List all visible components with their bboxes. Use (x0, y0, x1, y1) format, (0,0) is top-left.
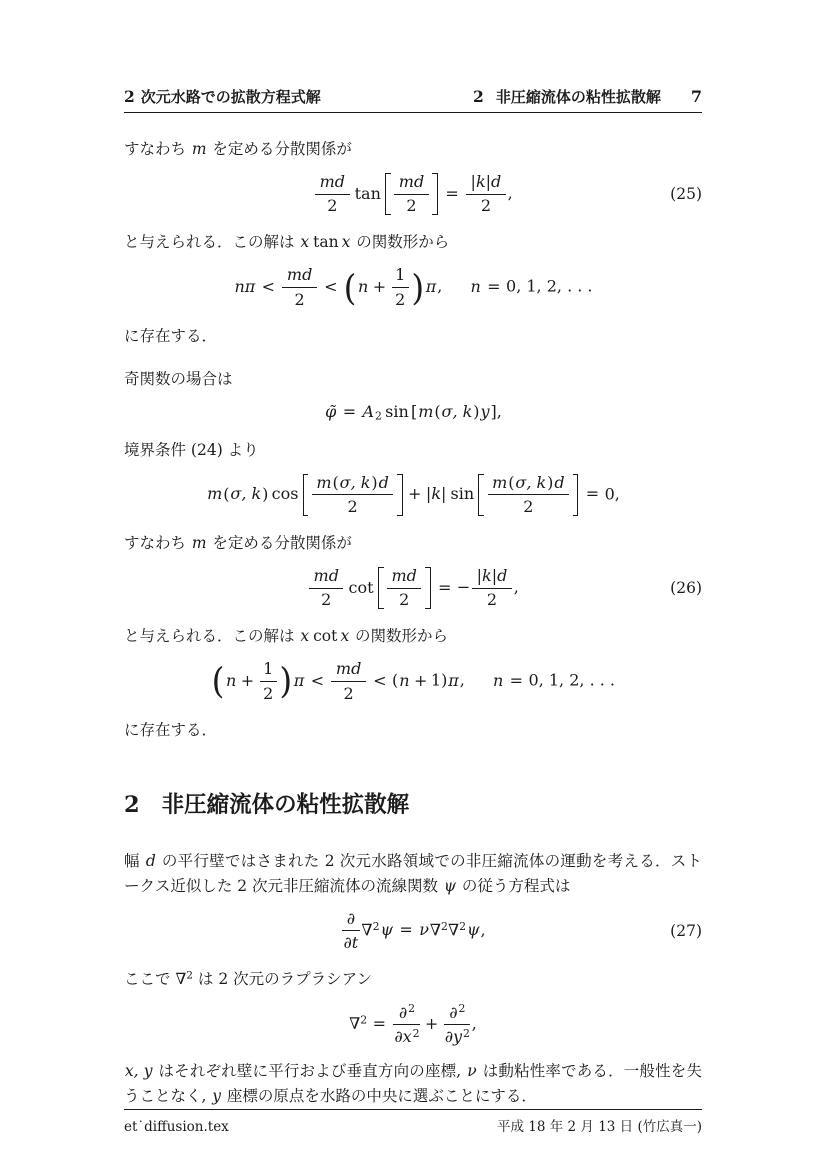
math-token: [ (411, 401, 418, 421)
math-token: sin (450, 484, 475, 504)
math-token: = (487, 277, 501, 296)
math-token: |k|d (476, 566, 508, 586)
math-fraction (393, 1002, 419, 1047)
math-token: を定める分散関係が (207, 533, 352, 552)
math-token: ( (434, 401, 441, 421)
math-fraction (282, 265, 316, 309)
math-token: ν (419, 920, 429, 940)
math-token: y (212, 1087, 222, 1106)
math-token: ∂ (449, 1002, 458, 1022)
math-token: 2 (523, 496, 534, 516)
math-token: 2 (399, 590, 410, 610)
equation-tan-interval (124, 265, 702, 309)
math-token: |k|d (470, 172, 502, 192)
math-token: 2 (347, 496, 358, 516)
math-token: 2 (406, 196, 417, 216)
footer-filename: et˙diffusion.tex (124, 1119, 229, 1136)
math-fraction (331, 659, 365, 703)
equation-phi-odd-body (324, 402, 502, 424)
math-token: σ, k (339, 472, 371, 492)
math-token: 座標の原点を水路の中央に選ぶことにする． (221, 1087, 537, 1106)
math-token: , (480, 920, 486, 940)
left-bracket (378, 567, 384, 609)
math-token: ( (223, 484, 230, 504)
math-token: と与えられる．この解は (124, 627, 300, 646)
equation-cot-interval (124, 659, 702, 703)
section-title: 非圧縮流体の粘性拡散解 (161, 791, 410, 818)
math-token: m (207, 484, 223, 504)
math-token: 2 (462, 1026, 470, 1040)
math-token: 2 (375, 409, 382, 423)
math-token: cos (271, 484, 299, 504)
math-token: cot (348, 577, 374, 597)
math-token: の関数形から (351, 233, 450, 252)
math-token: ) (262, 484, 269, 504)
math-token: ( (508, 472, 515, 492)
math-token: < (310, 670, 325, 690)
math-token: 2 (412, 1026, 420, 1040)
math-token: 0, 1, 2, . . . (506, 277, 593, 296)
equation-26 (124, 566, 702, 610)
right-bracket (432, 173, 438, 215)
right-bracket (425, 567, 431, 609)
math-token: σ, k (441, 401, 473, 421)
math-token: x (340, 627, 350, 646)
math-token: の平行壁ではさまれた 2 次元水路領域での非圧縮流体の運動を考える．ストークス近似した 2 次元非圧縮流体の流線関数 (124, 851, 702, 895)
math-token: 2 (458, 1002, 466, 1016)
paragraph-exists-2 (124, 718, 702, 743)
section-number: 2 (124, 791, 140, 818)
math-token: d (554, 472, 565, 492)
math-token: ∂x (394, 1027, 412, 1047)
math-token: φ̃ (325, 401, 337, 421)
math-token: x (300, 627, 310, 646)
math-token: 2 (294, 289, 305, 309)
math-token: 2 (441, 920, 448, 934)
equation-boundary (124, 473, 702, 517)
math-token: , (459, 670, 465, 690)
page-footer (124, 1109, 702, 1135)
math-token: π (293, 670, 305, 690)
math-token: 2 (459, 920, 467, 934)
math-fraction (387, 566, 421, 610)
math-token: σ, k (230, 484, 262, 504)
math-token: 0, (604, 484, 620, 504)
math-token: 2 (486, 590, 498, 610)
math-token: = (445, 183, 459, 203)
math-token: = (342, 401, 357, 421)
math-token: を定める分散関係が (207, 140, 352, 158)
math-fraction (260, 659, 277, 703)
math-token: に存在する． (124, 326, 218, 345)
equation-27-tag: (27) (670, 921, 702, 940)
math-token: 2 (408, 1002, 415, 1016)
math-fraction (472, 566, 512, 610)
math-fraction (309, 566, 343, 610)
math-token: nπ (234, 277, 256, 296)
math-token: x (341, 233, 351, 252)
math-token: |k| (425, 484, 447, 504)
math-token: 2 (321, 590, 332, 610)
math-token: = (585, 484, 600, 504)
math-token: sin (385, 401, 409, 421)
equation-25 (124, 172, 702, 216)
math-token: ∂ (346, 908, 356, 928)
equation-boundary-body (206, 473, 620, 517)
math-token: 1 (263, 659, 274, 679)
equation-laplacian (124, 1002, 702, 1047)
math-token: m (418, 401, 434, 421)
math-token: ∇ (175, 970, 187, 989)
math-token: A (362, 401, 375, 421)
math-token: n (470, 277, 481, 296)
paragraph-dispersion-intro-2 (124, 531, 702, 556)
equation-phi-odd (124, 402, 702, 424)
math-token: π (448, 670, 459, 690)
paragraph-exists-1 (124, 324, 702, 349)
math-fraction (488, 473, 569, 517)
math-token: ∂ (398, 1002, 408, 1022)
running-head-right-title: 非圧縮流体の粘性拡散解 (495, 88, 661, 106)
running-head-left-number: 2 (124, 87, 135, 106)
math-token: d (145, 851, 156, 870)
math-token: 2 (372, 920, 380, 934)
equation-tan-interval-body: nπ < $\frac{md}{2}$ < (n + $\frac{1}{2}$ )π, n = 0, 1, 2, . . . (234, 265, 593, 309)
math-token: ψ (380, 920, 393, 940)
equation-27-body (340, 909, 485, 953)
right-bracket (573, 474, 579, 516)
math-token: 2 (343, 683, 354, 703)
math-token: < (373, 670, 387, 690)
equation-26-tag: (26) (670, 579, 702, 598)
math-token: m (316, 472, 332, 492)
paragraph-odd-function (124, 367, 702, 392)
math-token: tan (354, 183, 381, 203)
math-fraction (392, 265, 409, 309)
left-bracket (385, 173, 391, 215)
math-token: に存在する． (124, 720, 218, 739)
math-token: x, y (124, 1062, 153, 1081)
math-token: の従う方程式は (457, 876, 571, 895)
math-fraction (315, 172, 349, 216)
math-token: , (437, 277, 443, 296)
math-token: md (398, 172, 425, 192)
math-token: n (399, 670, 410, 690)
math-token: はそれぞれ壁に平行および垂直方向の座標, (153, 1062, 467, 1081)
math-token: ψ (467, 920, 480, 940)
footer-date-author: 平成 18 年 2 月 13 日 (竹広真一) (496, 1119, 702, 1136)
math-token: md (319, 172, 346, 192)
math-token: , (513, 577, 519, 597)
math-token: ∂y (444, 1027, 463, 1047)
math-token: は 2 次元のラプラシアン (192, 970, 372, 989)
math-token: md (335, 659, 362, 679)
math-token: 2 (263, 683, 274, 703)
left-bracket (478, 474, 484, 516)
page-number: 7 (690, 87, 702, 106)
math-token: md (313, 566, 339, 586)
math-token: y (480, 401, 490, 421)
math-token: ∂t (343, 933, 359, 953)
math-token: m (191, 140, 207, 158)
math-token: n (492, 670, 504, 690)
math-token: , (471, 1014, 477, 1034)
math-token: ) (371, 472, 378, 492)
math-token: ∇ (361, 920, 373, 940)
math-token: d (378, 472, 389, 492)
math-token: は動粘性率である．一般性を失うことなく, (124, 1062, 702, 1106)
paragraph-coordinates (124, 1059, 702, 1109)
math-token: ) (473, 401, 480, 421)
math-token: + (240, 670, 255, 690)
math-token: n (226, 670, 237, 690)
math-token: + (424, 1014, 439, 1034)
math-token: cot (313, 627, 338, 646)
math-token: + (413, 670, 428, 690)
math-token: < (261, 277, 276, 296)
equation-26-body (307, 566, 519, 610)
math-token: ψ (443, 876, 457, 895)
math-token: 境界条件 (24) より (124, 440, 259, 459)
running-head-right-number: 2 (473, 87, 484, 106)
math-token: 幅 (124, 851, 145, 870)
math-token: 2 (480, 196, 491, 216)
paragraph-dispersion-intro-1 (124, 137, 702, 162)
paragraph-cot-solution (124, 624, 702, 649)
math-token: ∇ (349, 1014, 361, 1034)
math-token: − (456, 577, 471, 597)
paragraph-boundary-condition (124, 438, 702, 463)
math-token: ν (467, 1062, 477, 1081)
math-token: = (509, 670, 524, 690)
math-token: tan (313, 233, 339, 252)
math-token: すなわち (124, 140, 191, 158)
math-token: ∇ (447, 920, 460, 940)
math-token: + (408, 484, 422, 504)
math-token: 奇関数の場合は (124, 369, 233, 388)
math-token: 2 (395, 289, 406, 309)
page-header (124, 86, 702, 113)
math-token: すなわち (124, 533, 191, 552)
math-token: m (492, 472, 508, 492)
paragraph-laplacian-intro (124, 967, 702, 992)
left-bracket (303, 474, 309, 516)
math-fraction (466, 172, 506, 216)
math-token: = (399, 920, 413, 940)
math-token: x (300, 233, 310, 252)
equation-25-body (313, 172, 512, 216)
equation-25-tag: (25) (670, 185, 702, 204)
running-head-left-title: 次元水路での拡散方程式解 (140, 88, 321, 106)
math-token: md (391, 566, 417, 586)
math-token: 1 (395, 265, 406, 285)
math-token: m (191, 533, 207, 552)
math-token: σ, k (515, 472, 547, 492)
math-fraction (444, 1002, 470, 1047)
math-token: = (372, 1014, 387, 1034)
math-fraction (342, 909, 359, 953)
math-fraction (394, 172, 428, 216)
math-token: 2 (360, 1013, 368, 1027)
math-token: ], (490, 401, 502, 421)
equation-27 (124, 909, 702, 953)
right-bracket (397, 474, 403, 516)
paragraph-tan-solution (124, 230, 702, 255)
paragraph-section2-intro (124, 849, 702, 899)
running-head-left (124, 86, 321, 107)
math-token: + (372, 277, 387, 296)
equation-cot-interval-body: (n + $\frac{1}{2}$ )π < $\frac{md}{2}$ < (n + 1)π, n = 0, 1, 2, . . . (211, 659, 615, 703)
math-fraction (312, 473, 393, 517)
equation-laplacian-body (349, 1002, 477, 1047)
math-token: と与えられる．この解は (124, 233, 300, 252)
math-token: n (358, 277, 369, 296)
math-token: md (286, 265, 313, 285)
math-token: π (425, 277, 437, 296)
running-head-right (473, 86, 702, 107)
section-heading (124, 787, 702, 819)
math-token: ( (332, 472, 339, 492)
math-token: 0, 1, 2, . . . (528, 670, 615, 690)
math-token: 1) (430, 670, 448, 690)
math-token: 2 (327, 196, 338, 216)
math-token: < (324, 277, 338, 296)
math-token: ここで (124, 970, 176, 989)
math-token: , (507, 183, 513, 203)
math-token: の関数形から (350, 627, 449, 646)
math-token: 2 (186, 969, 193, 982)
math-token: ) (547, 472, 554, 492)
math-token: ∇ (429, 920, 442, 940)
math-token: ( (391, 670, 399, 690)
math-token: = (438, 577, 452, 597)
